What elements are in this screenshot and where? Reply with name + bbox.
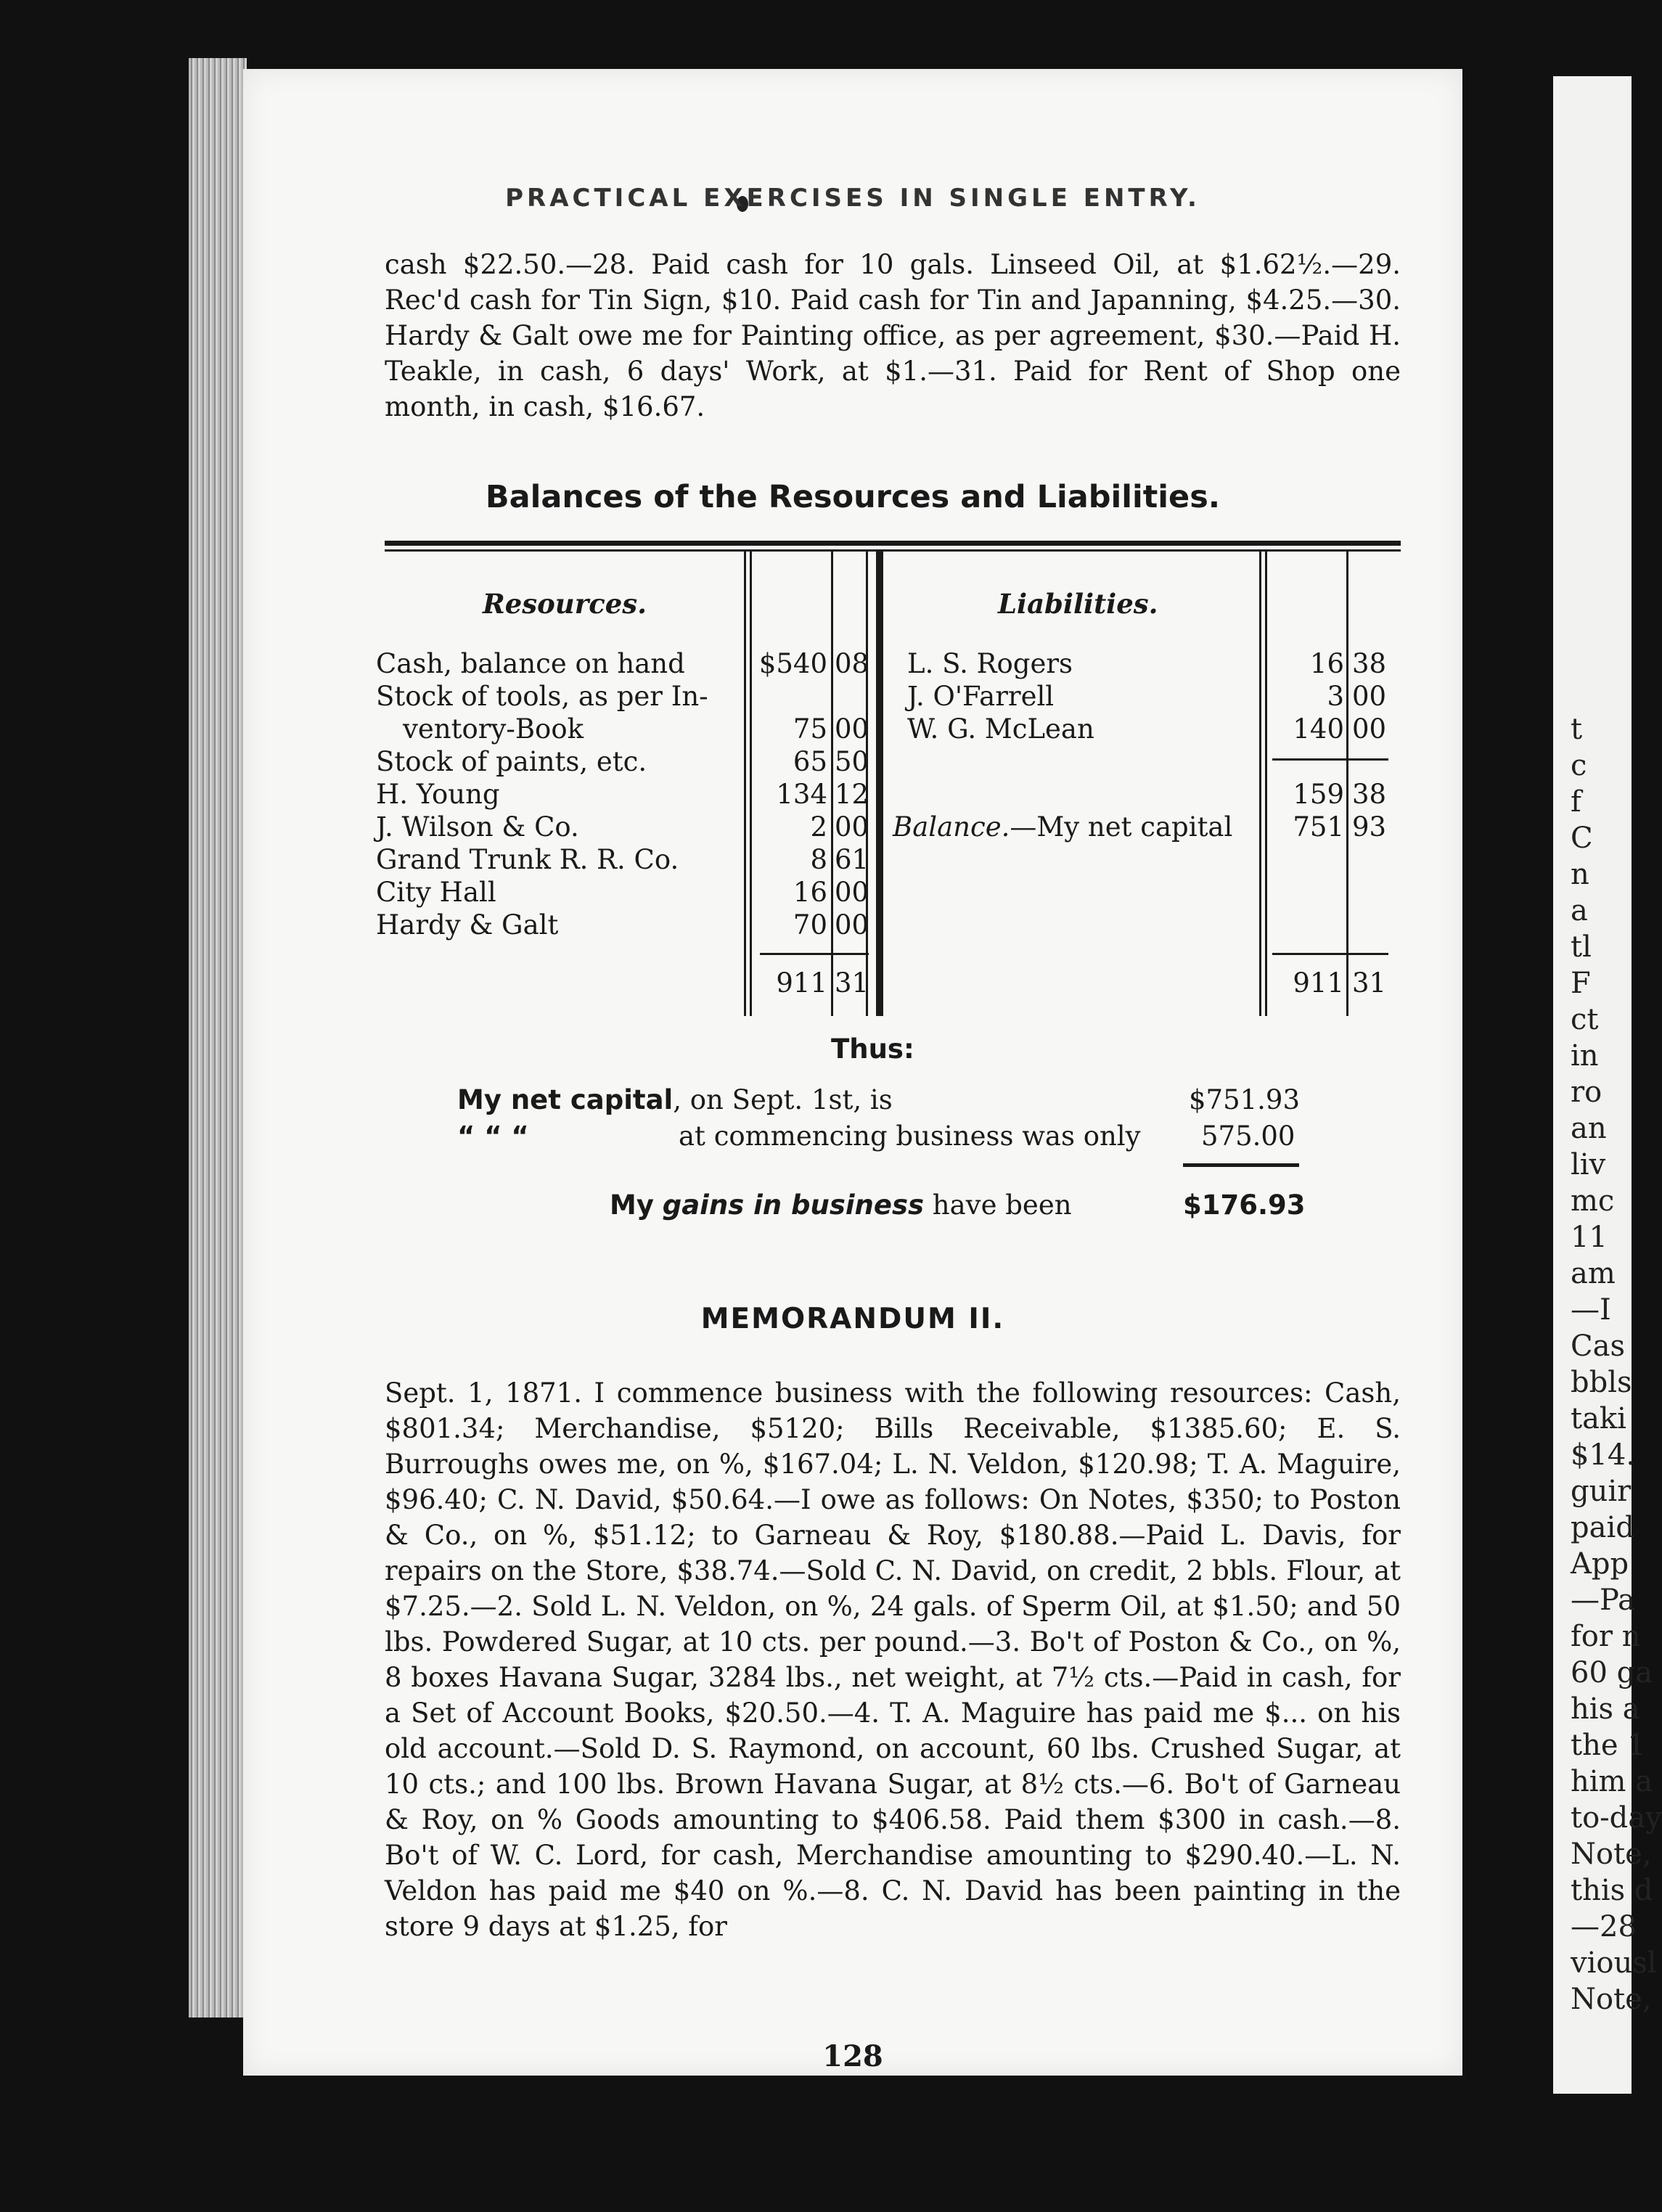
liability-label: L. S. Rogers	[907, 648, 1073, 679]
resource-cents: 00	[835, 811, 869, 843]
adjacent-page-fragment: c	[1571, 749, 1587, 782]
book-page-edges	[189, 58, 247, 2018]
col-rule	[1259, 552, 1261, 1016]
liabilities-subtotal-rule	[1272, 758, 1388, 761]
adjacent-page-fragment: f	[1571, 785, 1581, 819]
adjacent-page-fragment: 11	[1571, 1221, 1608, 1254]
col-rule	[1265, 552, 1267, 1016]
resource-label: City Hall	[376, 877, 496, 908]
adjacent-page-fragment: his a	[1571, 1692, 1640, 1726]
page-number: 128	[822, 2039, 883, 2073]
adjacent-page-fragment: Note,	[1571, 1983, 1652, 2016]
liability-label: J. O'Farrell	[907, 681, 1055, 712]
resource-cents: 12	[835, 779, 869, 810]
resource-cents: 61	[835, 844, 869, 875]
adjacent-page-fragment: —28	[1571, 1910, 1637, 1943]
adjacent-page-fragment: the 1	[1571, 1729, 1646, 1762]
resource-cents: 00	[835, 877, 869, 908]
liability-label: W. G. McLean	[907, 713, 1094, 745]
resource-dollars: 134	[776, 779, 827, 810]
resource-label: H. Young	[376, 779, 500, 810]
liability-cents: 00	[1352, 713, 1387, 745]
col-rule	[1346, 552, 1348, 1016]
adjacent-page-fragment: an	[1571, 1112, 1607, 1145]
resource-label: Stock of paints, etc.	[376, 746, 647, 777]
resource-label: Stock of tools, as per In-	[376, 681, 708, 712]
gains-value: $176.93	[1183, 1189, 1306, 1221]
adjacent-page-fragment: him a	[1571, 1765, 1653, 1798]
adjacent-page-fragment: paid	[1571, 1511, 1634, 1544]
resource-dollars: 2	[810, 811, 827, 843]
resources-total-rule	[760, 953, 869, 955]
balance-cents: 93	[1352, 811, 1387, 843]
adjacent-page-fragment: C	[1571, 822, 1593, 855]
adjacent-page-fragment: F	[1571, 967, 1591, 1000]
liabilities-subtotal-cents: 38	[1352, 779, 1387, 810]
adjacent-page-fragment: am	[1571, 1257, 1616, 1290]
resource-dollars: 8	[810, 844, 827, 875]
liabilities-header: Liabilities.	[998, 588, 1158, 620]
liability-cents: 38	[1352, 648, 1387, 679]
resource-cents: 00	[835, 713, 869, 745]
gains-rule	[1183, 1163, 1299, 1167]
resources-total-cents: 31	[835, 967, 869, 999]
resource-label: J. Wilson & Co.	[376, 811, 579, 843]
col-rule	[744, 552, 746, 1016]
liabilities-total-cents: 31	[1352, 967, 1387, 999]
adjacent-page-fragment: Note,	[1571, 1838, 1652, 1871]
balances-title: Balances of the Resources and Liabilities.	[485, 479, 1221, 515]
resource-dollars: 75	[793, 713, 827, 745]
resource-cents: 00	[835, 909, 869, 941]
adjacent-page-fragment: viousl	[1571, 1946, 1657, 1980]
resource-label: Cash, balance on hand	[376, 648, 685, 679]
resource-label: Hardy & Galt	[376, 909, 559, 941]
resource-label: ventory-Book	[403, 713, 584, 745]
adjacent-page-fragment: a	[1571, 894, 1588, 927]
adjacent-page-fragment: App	[1571, 1547, 1629, 1581]
top-paragraph: cash $22.50.—28. Paid cash for 10 gals. Linseed Oil, at $1.62½.—29. Rec'd cash for Tin Sign, $10. Paid cash for Tin and Japanning, $4.25.—30. Hardy & Galt owe me for Painting office, as per agreement, $30.—Paid H. Teakle, in cash, 6 days' Work, at $1.—31. Paid for Rent of Shop one month, in cash, $16.67.	[385, 249, 1401, 422]
commencing-text: at commencing business was only	[679, 1121, 1141, 1152]
resource-dollars: 65	[793, 746, 827, 777]
liabilities-total-rule	[1272, 953, 1388, 955]
liabilities-total-dollars: 911	[1293, 967, 1344, 999]
gains-line: My gains in business have been	[610, 1189, 1072, 1221]
book-page	[243, 69, 1462, 2076]
table-top-rule	[385, 541, 1401, 546]
running-head: PRACTICAL EXERCISES IN SINGLE ENTRY.	[505, 184, 1200, 213]
resources-total-dollars: 911	[776, 967, 827, 999]
adjacent-page-fragment: ct	[1571, 1003, 1599, 1036]
adjacent-page-fragment: 60 ga	[1571, 1656, 1653, 1689]
adjacent-page-fragment: liv	[1571, 1148, 1606, 1181]
center-double-rule	[876, 552, 883, 1016]
adjacent-page-fragment: to-day	[1571, 1801, 1662, 1835]
adjacent-page-fragment: this d	[1571, 1874, 1653, 1907]
commencing-value: 575.00	[1201, 1121, 1295, 1152]
ditto-marks: “ “ “	[457, 1121, 529, 1152]
adjacent-page-fragment: n	[1571, 858, 1589, 891]
liability-dollars: 16	[1309, 648, 1344, 679]
adjacent-page-fragment: in	[1571, 1039, 1599, 1073]
adjacent-page	[1553, 76, 1662, 2094]
adjacent-page-fragment: t	[1571, 713, 1583, 746]
liability-dollars: 140	[1293, 713, 1344, 745]
resource-dollars: $540	[758, 648, 827, 679]
balance-dollars: 751	[1293, 811, 1344, 843]
net-capital-line: My net capital, on Sept. 1st, is	[457, 1084, 893, 1115]
resource-label: Grand Trunk R. R. Co.	[376, 844, 679, 875]
adjacent-page-fragment: guir	[1571, 1475, 1632, 1508]
resource-dollars: 16	[793, 877, 827, 908]
adjacent-page-fragment: mc	[1571, 1184, 1615, 1218]
liabilities-subtotal-dollars: 159	[1293, 779, 1344, 810]
thus-label: Thus:	[831, 1033, 914, 1065]
adjacent-page-fragment: taki	[1571, 1402, 1626, 1435]
adjacent-page-fragment: for n	[1571, 1620, 1641, 1653]
resource-dollars: 70	[793, 909, 827, 941]
adjacent-page-fragment: ro	[1571, 1076, 1602, 1109]
adjacent-page-fragment: $14.	[1571, 1438, 1636, 1472]
resources-header: Resources.	[483, 588, 647, 620]
col-rule	[831, 552, 833, 1016]
table-top-rule-thin	[385, 549, 1401, 552]
adjacent-page-fragment: —I	[1571, 1293, 1611, 1327]
resource-cents: 50	[835, 746, 869, 777]
memo-paragraph: Sept. 1, 1871. I commence business with the following resources: Cash, $801.34; Merchandise, $5120; Bills Receivable, $1385.60; E. S. Burroughs owes me, on %, $167.04; L. N. Veldon, $120.98; T. A. Maguire, $96.40; C. N. David, $50.64.—I owe as follows: On Notes, $350; to Poston & Co., on %, $51.12; to Garneau & Roy, $180.88.—Paid L. Davis, for repairs on the Store, $38.74.—Sold C. N. David, on credit, 2 bbls. Flour, at $7.25.—2. Sold L. N. Veldon, on %, 24 gals. of Sperm Oil, at $1.50; and 50 lbs. Powdered Sugar, at 10 cts. per pound.—3. Bo't of Poston & Co., on %, 8 boxes Havana Sugar, 3284 lbs., net weight, at 7½ cts.—Paid in cash, for a Set of Account Books, $20.50.—4. T. A. Maguire has paid me $... on his old account.—Sold D. S. Raymond, on account, 60 lbs. Crushed Sugar, at 10 cts.; and 100 lbs. Brown Havana Sugar, at 8½ cts.—6. Bo't of Garneau & Roy, on % Goods amounting to $406.58. Paid them $300 in cash.—8. Bo't of W. C. Lord, for cash, Merchandise amounting to $290.40.—L. N. Veldon has paid me $40 on %.—8. C. N. David has been painting in the store 9 days at $1.25, for	[385, 1377, 1401, 1942]
adjacent-page-fragment: bbls	[1571, 1366, 1632, 1399]
adjacent-page-fragment: Cas	[1571, 1330, 1625, 1363]
balance-label: Balance.—My net capital	[893, 811, 1233, 843]
adjacent-page-fragment: —Pa	[1571, 1584, 1635, 1617]
memorandum-title: MEMORANDUM II.	[700, 1303, 1005, 1335]
adjacent-page-fragment: tl	[1571, 930, 1592, 964]
liability-dollars: 3	[1327, 681, 1344, 712]
net-capital-value: $751.93	[1189, 1084, 1301, 1115]
resource-cents: 08	[835, 648, 869, 679]
liability-cents: 00	[1352, 681, 1387, 712]
